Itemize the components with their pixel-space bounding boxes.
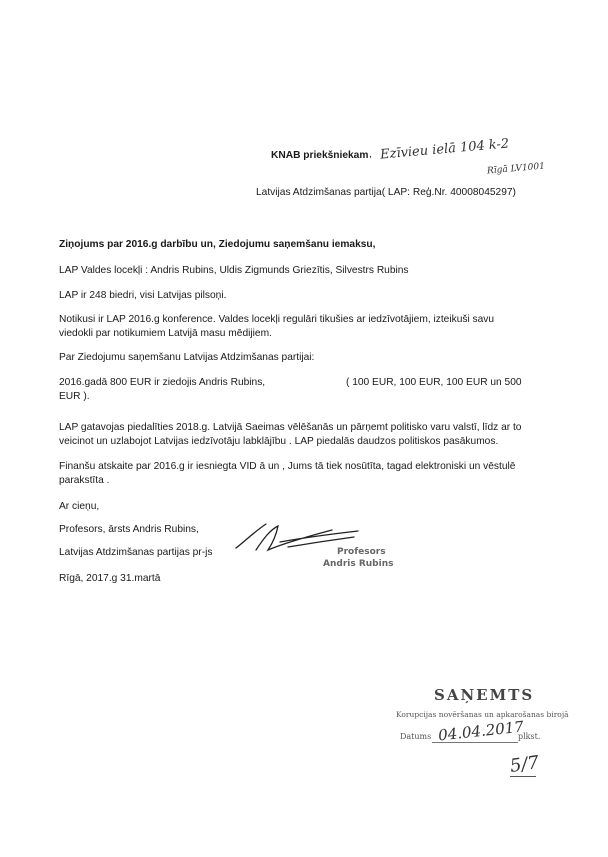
- signature-stamp-name: Andris Rubins: [323, 559, 394, 569]
- donation-line-c: EUR ).: [59, 391, 90, 402]
- place-date: Rīgā, 2017.g 31.martā: [59, 573, 161, 584]
- conference-paragraph: Notikusi ir LAP 2016.g konference. Valdes locekļi regulāri tikušies ar iedzīvotājiem, izteikuši savu viedokli par notikumiem Latvijā masu mēdijiem.: [59, 314, 495, 339]
- received-stamp-time-label: plkst.: [518, 732, 541, 741]
- subject-line: Ziņojums par 2016.g darbību un, Ziedojumu saņemšanu iemaksu,: [59, 239, 376, 250]
- received-stamp: [396, 686, 576, 796]
- received-stamp-number-underline: [510, 776, 536, 777]
- plans-paragraph: LAP gatavojas piedalīties 2018.g. Latvijā Saeimas vēlēšanās un pārņemt politisko varu valstī, līdz ar to veicinot un uzlabojot Latvijas iedzīvotāju labklājību . LAP piedalās daudzos politiskos pasākumos.: [59, 422, 522, 447]
- received-stamp-date-value: 04.04.2017: [437, 717, 525, 745]
- donation-line-b: ( 100 EUR, 100 EUR, 100 EUR un 500: [346, 377, 522, 388]
- closing: Ar cieņu,: [59, 501, 100, 512]
- recipient: KNAB priekšniekam: [271, 150, 369, 161]
- signer-name: Profesors, ārsts Andris Rubins,: [59, 524, 199, 535]
- handwritten-address-street: Ezīvieu ielā 104 k-2: [379, 136, 510, 163]
- handwritten-address-city: Rīgā LV1001: [486, 161, 546, 177]
- donation-line-a: 2016.gadā 800 EUR ir ziedojis Andris Rubins,: [59, 377, 266, 388]
- received-stamp-date-label: Datums: [400, 732, 432, 741]
- received-stamp-number: 5/7: [508, 752, 541, 777]
- sender-party: Latvijas Atdzimšanas partija( LAP: Reģ.Nr. 40008045297): [256, 187, 516, 198]
- financial-report-paragraph: Finanšu atskaite par 2016.g ir iesniegta VID ā un , Jums tā tiek nosūtīta, tagad elektroniski un vēstulē parakstīta .: [59, 461, 516, 486]
- signer-role: Latvijas Atdzimšanas partijas pr-js: [59, 547, 213, 558]
- comma-after-recipient: ,: [369, 149, 372, 160]
- party-members-count: LAP ir 248 biedri, visi Latvijas pilsoņi.: [59, 290, 227, 301]
- donations-heading: Par Ziedojumu saņemšanu Latvijas Atdzimšanas partijai:: [59, 352, 315, 363]
- received-stamp-office: Korupcijas novēršanas un apkarošanas birojā: [396, 710, 569, 719]
- board-members: LAP Valdes locekļi : Andris Rubins, Uldis Zigmunds Griezītis, Silvestrs Rubins: [59, 265, 409, 276]
- received-stamp-title: SAŅEMTS: [434, 686, 535, 704]
- signature-stamp-title: Profesors: [337, 547, 386, 557]
